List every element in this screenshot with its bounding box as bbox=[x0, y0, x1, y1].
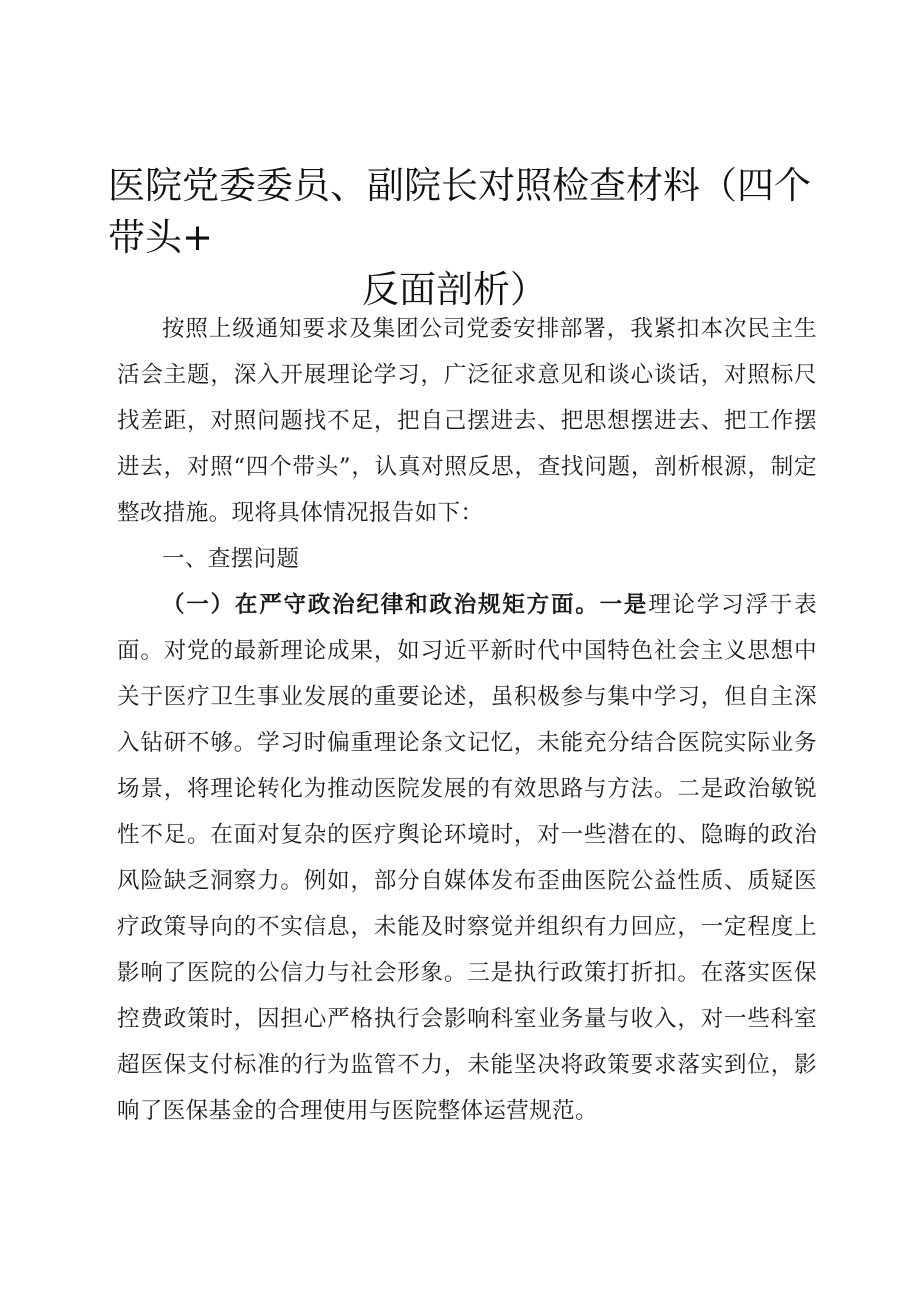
document-body bbox=[117, 306, 817, 1134]
title-line-2: 反面剖析） bbox=[362, 268, 547, 311]
subsection-heading: （一）在严守政治纪律和政治规矩方面。 bbox=[162, 592, 600, 618]
intro-paragraph: 按照上级通知要求及集团公司党委安排部署，我紧扣本次民主生活会主题，深入开展理论学习，广泛征求意见和谈心谈话，对照标尺找差距，对照问题找不足，把自己摆进去、把思想摆进去、把工作摆进去，对照“四个带头”，认真对照反思，查找问题，剖析根源，制定整改措施。现将具体情况报告如下： bbox=[117, 316, 817, 526]
section-heading: 一、查摆问题 bbox=[162, 546, 300, 572]
subsection-body: 理论学习浮于表面。对党的最新理论成果，如习近平新时代中国特色社会主义思想中关于医疗卫生事业发展的重要论述，虽积极参与集中学习，但自主深入钻研不够。学习时偏重理论条文记忆，未能充分结合医院实际业务场景，将理论转化为推动医院发展的有效思路与方法。二是政治敏锐性不足。在面对复杂的医疗舆论环境时，对一些潜在的、隐晦的政治风险缺乏洞察力。例如，部分自媒体发布歪曲医院公益性质、质疑医疗政策导向的不实信息，未能及时察觉并组织有力回应，一定程度上影响了医院的公信力与社会形象。三是执行政策打折扣。在落实医保控费政策时，因担心严格执行会影响科室业务量与收入，对一些科室超医保支付标准的行为监管不力，未能坚决将政策要求落实到位，影响了医保基金的合理使用与医院整体运营规范。 bbox=[117, 592, 817, 1124]
subsection-paragraph bbox=[117, 582, 817, 1134]
item-label: 一是 bbox=[599, 592, 649, 618]
title-line-1: 医院党委委员、副院长对照检查材料（四个带头+ bbox=[108, 164, 811, 259]
document-title bbox=[108, 160, 828, 316]
